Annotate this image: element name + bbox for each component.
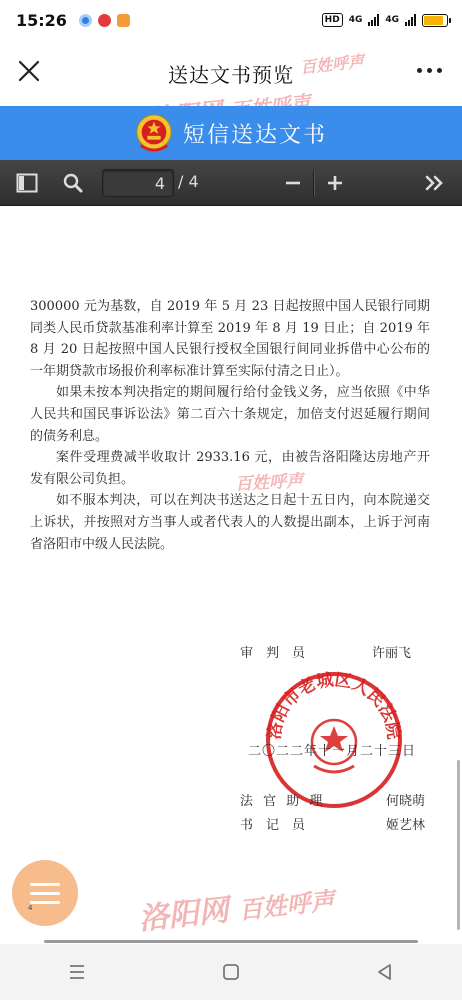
double-chevron-right-icon bbox=[424, 173, 446, 193]
judge-title: 审 判 员 bbox=[240, 646, 306, 661]
nav-home-button[interactable] bbox=[211, 952, 251, 992]
hamburger-menu-icon bbox=[30, 883, 60, 886]
nav-menu-icon bbox=[67, 963, 87, 981]
signal-1-icon bbox=[368, 14, 379, 26]
status-right bbox=[322, 13, 448, 27]
news-app-icon bbox=[117, 14, 130, 27]
court-emblem-icon bbox=[135, 113, 173, 153]
more-options-button[interactable] bbox=[417, 68, 442, 73]
banner-title: 短信送达文书 bbox=[182, 122, 327, 148]
network-label-1: 4G bbox=[348, 15, 363, 25]
menu-fab-button[interactable] bbox=[12, 860, 78, 926]
sidebar-toggle-icon bbox=[16, 173, 38, 193]
hd-badge: HD bbox=[322, 13, 343, 27]
page-title: 送达文书预览 bbox=[168, 62, 294, 87]
assistant-title: 法 官 助 理 bbox=[240, 794, 323, 809]
system-nav-bar bbox=[0, 944, 462, 1000]
judgment-date: 二〇二二年十一月二十三日 bbox=[248, 744, 417, 759]
network-label-2: 4G bbox=[385, 15, 399, 25]
zoom-out-button[interactable] bbox=[276, 168, 310, 198]
title-bar bbox=[0, 40, 462, 106]
sms-banner bbox=[0, 106, 462, 160]
watermark-bottom-brand: 洛阳网 bbox=[137, 892, 231, 938]
paragraph-1: 300000 元为基数，自 2019 年 5 月 23 日起按照中国人民银行同期同类人民币贷款基准利率计算至 2019 年 8 月 19 日止；自 2019 年 8 月 20 日起按照中国人民银行授权全国银行间同业拆借中心公布的一年期贷款市场报价利率标准计算至实际付清之日止）。 bbox=[30, 299, 430, 379]
plus-icon bbox=[325, 173, 345, 193]
watermark-title-slogan: 百姓呼声 bbox=[299, 51, 365, 78]
judge-name: 许丽飞 bbox=[372, 646, 412, 661]
search-icon bbox=[62, 172, 84, 194]
paragraph-3: 案件受理费减半收取计 2933.16 元，由被告洛阳隆达房地产开发有限公司负担。 bbox=[30, 450, 430, 487]
close-icon bbox=[14, 56, 44, 86]
signal-2-icon bbox=[405, 14, 416, 26]
seal-text: 洛阳市老城区人民法院 bbox=[264, 670, 404, 741]
document-viewer[interactable] bbox=[0, 206, 462, 942]
nav-menu-button[interactable] bbox=[57, 952, 97, 992]
close-button[interactable] bbox=[14, 56, 44, 86]
clerk-name: 姬艺林 bbox=[386, 818, 426, 833]
blue-circle-app-icon bbox=[79, 14, 92, 27]
clerk-title: 书 记 员 bbox=[240, 818, 306, 833]
horizontal-scroll-indicator bbox=[44, 940, 418, 943]
watermark-bottom-slogan: 百姓呼声 bbox=[237, 885, 336, 925]
assistant-name: 何晓萌 bbox=[386, 794, 426, 809]
minus-icon bbox=[283, 173, 303, 193]
paragraph-4: 如不服本判决，可以在判决书送达之日起十五日内，向本院递交上诉状，并按照对方当事人或者代表人的人数提出副本，上诉于河南省洛阳市中级人民法院。 bbox=[30, 493, 430, 552]
status-bar bbox=[0, 0, 462, 40]
more-tools-button[interactable] bbox=[418, 168, 452, 198]
pdf-toolbar bbox=[0, 160, 462, 206]
fab-label: 4 bbox=[28, 904, 33, 912]
nav-back-icon bbox=[375, 962, 395, 982]
more-dots-icon bbox=[417, 68, 422, 73]
page-total: / 4 bbox=[178, 172, 199, 191]
document-body bbox=[30, 296, 430, 555]
battery-fill bbox=[424, 16, 443, 25]
status-time: 15:26 bbox=[16, 10, 67, 30]
search-button[interactable] bbox=[58, 170, 88, 196]
red-play-app-icon bbox=[98, 14, 111, 27]
page-number-input[interactable] bbox=[102, 169, 174, 197]
sidebar-toggle-button[interactable] bbox=[12, 170, 42, 196]
battery-icon bbox=[422, 14, 448, 27]
nav-back-button[interactable] bbox=[365, 952, 405, 992]
status-app-icons bbox=[79, 14, 130, 27]
paragraph-2: 如果未按本判决指定的期间履行给付金钱义务，应当依照《中华人民共和国民事诉讼法》第二百六十条规定，加倍支付迟延履行期间的债务利息。 bbox=[30, 385, 430, 444]
nav-home-icon bbox=[221, 962, 241, 982]
vertical-scrollbar[interactable] bbox=[457, 760, 460, 930]
zoom-separator bbox=[313, 170, 314, 196]
zoom-in-button[interactable] bbox=[318, 168, 352, 198]
watermark-doc-slogan: 百姓呼声 bbox=[234, 471, 304, 495]
